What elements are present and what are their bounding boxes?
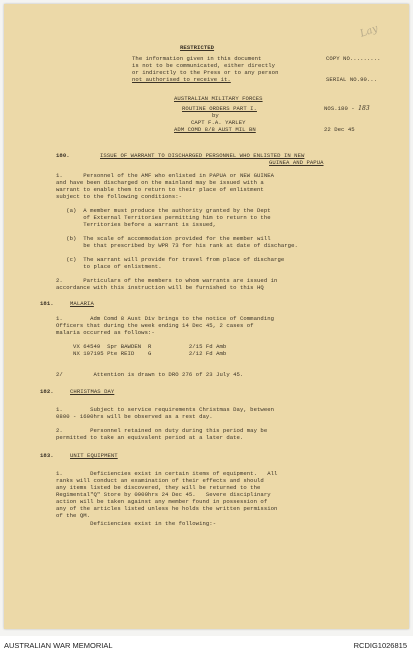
warning-line-3: or indirectly to the Press or to any person [132, 69, 279, 76]
section-181-title: MALARIA [70, 300, 94, 307]
warning-line-4: not authorised to receive it. [132, 76, 231, 83]
order-date: 22 Dec 45 [324, 126, 355, 133]
warning-line-1: The information given in this document [132, 55, 262, 62]
archive-footer [0, 636, 413, 654]
archive-name: AUSTRALIAN WAR MEMORIAL [4, 641, 113, 650]
archive-id: RCDIG1026815 [353, 641, 407, 650]
officer-name: CAPT F.A. YARLEY [191, 119, 246, 126]
section-182-title: CHRISTMAS DAY [70, 388, 115, 395]
section-181-number: 181. [40, 300, 54, 307]
pencil-annotation: Lay [358, 23, 380, 40]
section-180-title-1: ISSUE OF WARRANT TO DISCHARGED PERSONNEL WHO ENLISTED IN NEW [100, 152, 305, 159]
section-180-title-2: GUINEA AND PAPUA [269, 159, 324, 166]
section-180-number: 180. [56, 152, 70, 159]
copy-number: COPY NO......... [326, 55, 381, 62]
document-page: RESTRICTED Lay The information given in this document is not to be communicated, either directly or indirectly to the Press or to any person not authorised to receive it. COPY NO......... SERIAL NO.90... AUSTRALIAN MILITARY FORCES ROUTINE ORDERS PART I. by CAPT F.A. YARLEY ADM COMD 8/8 AUST MIL BN NOS.180 - 183 22 Dec 45 180. ISSUE OF WARRANT TO DISCHARGED PERSONNEL WHO ENLISTED IN NEW GUINEA AND PAPUA 1. Personnel of the AMF who enlisted in PAPUA or NEW GUINEA and have been discharged on the mainland may be issued with a warrant to enable them to return to their place of enlistment subject to the following conditions:- (a) A member must produce the authority granted by the Dept of External Territories permitting him to return to the Territories before a warrant is issued, (b) The scale of accommodation provided for the member will be that prescribed by WPR 73 for his rank at date of discharge. (c) The warrant will provide for travel from place of discharge to place of enlistment. 2. Particulars of the members to whom warrants are issued in accordance with this instruction will be furnished to this HQ 181. MALARIA 1. Adm Comd 8 Aust Div brings to the notice of Commanding Officers that during the week ending 14 Dec 45, 2 cases of malaria occurred as follows:- VX 64549 Spr BAWDEN R 2/15 Fd Amb NX 107195 Pte REID G 2/12 Fd Amb 2/ Attention is drawn to DRO 276 of 23 July 45. 182. CHRISTMAS DAY 1. Subject to service requirements Christmas Day, between 0800 - 1600hrs will be observed as a rest day. 2. Personnel retained on duty during this period may be permitted to take an equivalent period at a later date. 183. UNIT EQUIPMENT 1. Deficiencies exist in certain items of equipment. All ranks will conduct an examination of their effects and should any items listed be discovered, they will be returned to the Regimental"Q" Store by 0900hrs 24 Dec 45. Severe disciplinary action will be taken against any member found in possession of any of the articles listed unless he holds the written permission of the QM. Deficiencies exist in the following:- [4, 4, 409, 629]
section-183-title: UNIT EQUIPMENT [70, 452, 118, 459]
section-183-number: 183. [40, 452, 54, 459]
warning-line-2: is not to be communicated, either directly [132, 62, 276, 69]
orders-by: by [212, 112, 219, 119]
order-numbers: NOS.180 - 183 [324, 105, 370, 112]
classification-label: RESTRICTED [180, 44, 215, 51]
command-name: ADM COMD 8/8 AUST MIL BN [174, 126, 256, 133]
orders-title: ROUTINE ORDERS PART I. [182, 105, 257, 112]
serial-number: SERIAL NO.90... [326, 76, 378, 83]
section-182-number: 182. [40, 388, 54, 395]
unit-name: AUSTRALIAN MILITARY FORCES [174, 95, 263, 102]
